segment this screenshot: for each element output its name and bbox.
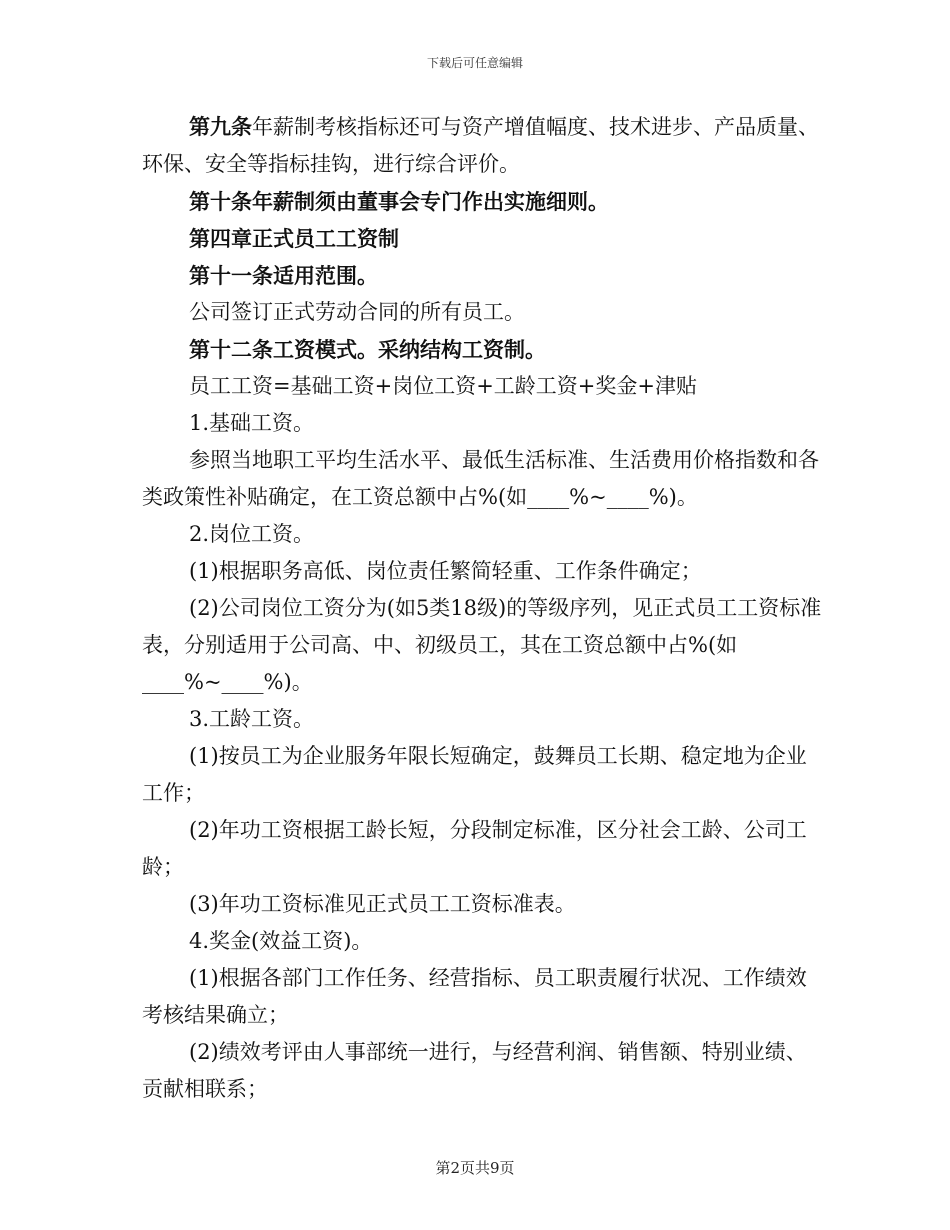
seniority-salary-item-2: (2)年功工资根据工龄长短，分段制定标准，区分社会工龄、公司工龄； [142, 818, 807, 879]
post-salary-item-1: (1)根据职务高低、岗位责任繁简轻重、工作条件确定； [189, 559, 702, 583]
chapter-4-title: 第四章正式员工工资制 [189, 226, 399, 251]
article-12: 第十二条工资模式。采纳结构工资制。 [189, 337, 546, 362]
post-salary-item-2: (2)公司岗位工资分为(如5类18级)的等级序列，见正式员工工资标准表，分别适用于公司高、中、初级员工，其在工资总额中占%(如____%~____%)。 [142, 596, 822, 694]
basic-salary-text: 参照当地职工平均生活水平、最低生活标准、生活费用价格指数和各类政策性补贴确定，在工资总额中占%(如____%~____%)。 [142, 448, 819, 509]
bonus-item-1: (1)根据各部门工作任务、经营指标、员工职责履行状况、工作绩效考核结果确立； [142, 966, 807, 1027]
article-9-lead: 第九条 [189, 114, 252, 139]
seniority-salary-heading: 3.工龄工资。 [189, 707, 315, 731]
article-11: 第十一条适用范围。 [189, 263, 378, 288]
document-body [142, 108, 822, 1108]
salary-formula: 员工工资=基础工资+岗位工资+工龄工资+奖金+津贴 [189, 374, 697, 398]
article-9-text: 年薪制考核指标还可与资产增值幅度、技术进步、产品质量、环保、安全等指标挂钩，进行综合评价。 [142, 115, 819, 176]
basic-salary-heading: 1.基础工资。 [189, 411, 315, 435]
page-footer: 第2页共9页 [435, 1159, 515, 1177]
article-11-text: 公司签订正式劳动合同的所有员工。 [189, 300, 525, 324]
seniority-salary-item-1: (1)按员工为企业服务年限长短确定，鼓舞员工长期、稳定地为企业工作； [142, 744, 807, 805]
seniority-salary-item-3: (3)年功工资标准见正式员工工资标准表。 [189, 892, 576, 916]
article-9 [142, 108, 822, 183]
post-salary-heading: 2.岗位工资。 [189, 522, 315, 546]
article-10: 第十条年薪制须由董事会专门作出实施细则。 [189, 189, 609, 214]
page-header: 下载后可任意编辑 [426, 56, 523, 70]
bonus-heading: 4.奖金(效益工资)。 [189, 929, 373, 953]
bonus-item-2: (2)绩效考评由人事部统一进行，与经营利润、销售额、特别业绩、贡献相联系； [142, 1040, 807, 1101]
